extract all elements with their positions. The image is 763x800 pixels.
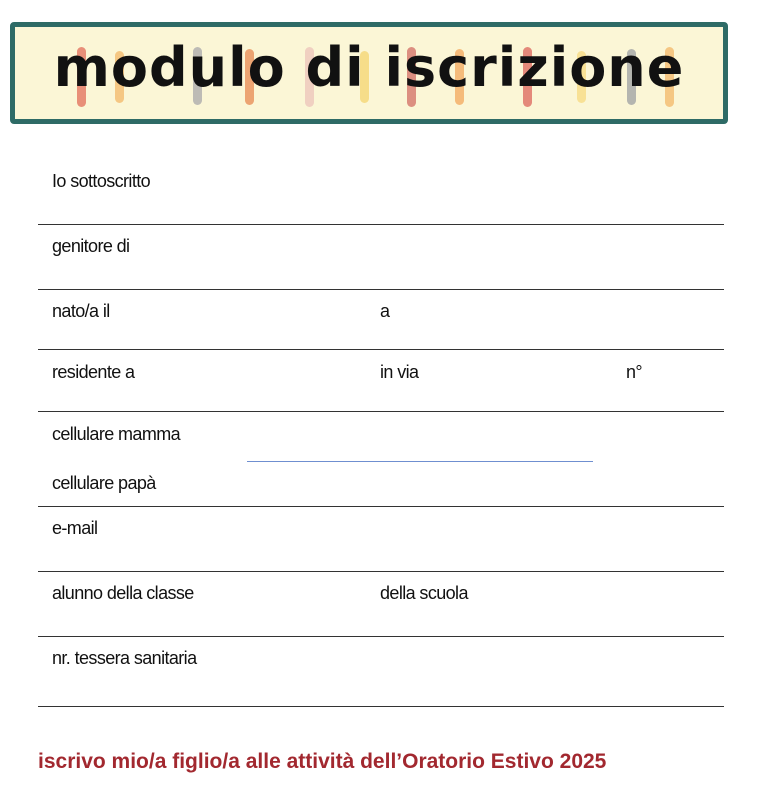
- label-classe: alunno della classe: [52, 583, 194, 603]
- header-banner: [10, 22, 728, 124]
- divider: [38, 506, 724, 507]
- label-sottoscritto: Io sottoscritto: [52, 171, 151, 191]
- label-numero: n°: [626, 362, 643, 382]
- label-nato-il: nato/a il: [52, 301, 110, 321]
- divider: [38, 636, 724, 637]
- divider: [38, 349, 724, 350]
- label-scuola: della scuola: [380, 583, 468, 603]
- label-email: e-mail: [52, 518, 98, 538]
- divider: [38, 706, 724, 707]
- label-tessera-sanitaria: nr. tessera sanitaria: [52, 648, 197, 668]
- label-genitore: genitore di: [52, 236, 130, 256]
- label-cellulare-papa: cellulare papà: [52, 473, 156, 493]
- enrollment-statement: iscrivo mio/a figlio/a alle attività dell’Oratorio Estivo 2025: [38, 750, 607, 773]
- form-title: modulo di iscrizione: [53, 36, 685, 99]
- field-line: [247, 461, 593, 462]
- divider: [38, 224, 724, 225]
- label-residente: residente a: [52, 362, 135, 382]
- label-via: in via: [380, 362, 419, 382]
- divider: [38, 571, 724, 572]
- label-cellulare-mamma: cellulare mamma: [52, 424, 181, 444]
- divider: [38, 289, 724, 290]
- divider: [38, 411, 724, 412]
- label-nato-a: a: [380, 301, 390, 321]
